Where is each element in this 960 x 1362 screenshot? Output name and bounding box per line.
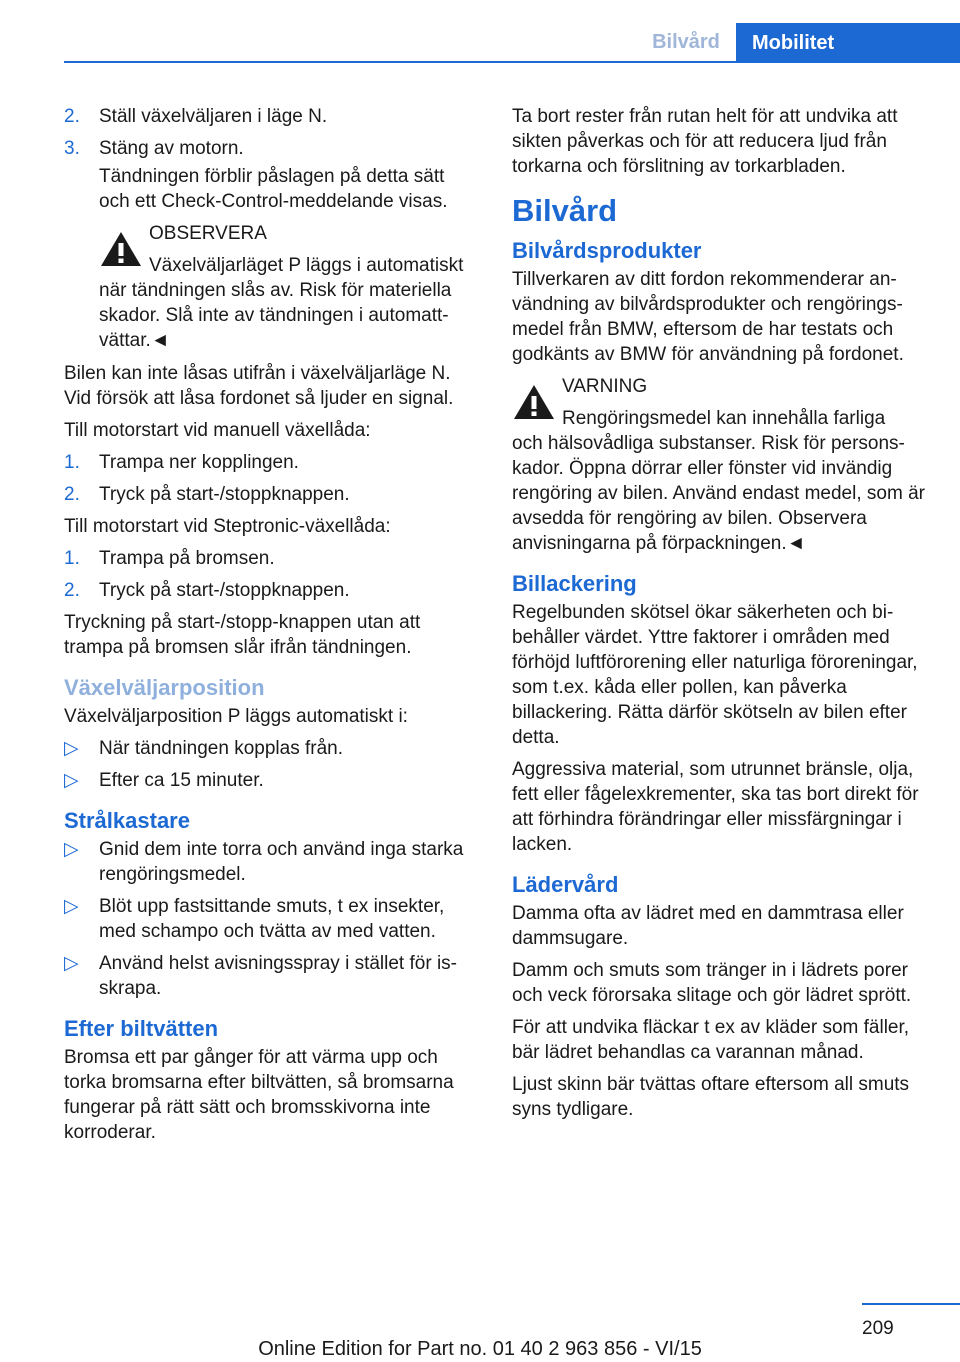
step-text: Tryck på start-/stoppknappen.: [99, 484, 350, 505]
left-column: [64, 104, 478, 1152]
paragraph: Ta bort rester från rutan helt för att undvika att sikten påverkas och för att reducera ljud från torkarna och förslitning av torkarbladen.: [512, 106, 898, 177]
step-text: Trampa på bromsen.: [99, 548, 275, 569]
step-number: 1.: [64, 548, 80, 569]
list-item: [64, 136, 478, 161]
bullet-triangle-icon: ▷: [64, 839, 79, 860]
bullet-triangle-icon: ▷: [64, 953, 79, 974]
list-item: [64, 768, 478, 793]
list-item: [64, 450, 478, 475]
paragraph: Tillverkaren av ditt fordon rekommenderar användning av bilvårdsprodukter och rengöringsmedel från BMW, eftersom de har testats och godkänts av BMW för användning på fordonet.: [512, 269, 904, 365]
warning-label: OBSERVERA: [149, 223, 267, 244]
bullet-text: Gnid dem inte torra och använd inga starka rengöringsmedel.: [99, 839, 464, 885]
right-column: [512, 104, 928, 1129]
page-number: 209: [862, 1318, 894, 1339]
paragraph: Bilen kan inte låsas utifrån i växelväljarläge N. Vid försök att låsa fordonet så ljuder en signal.: [64, 363, 454, 409]
paragraph: Växelväljarposition P läggs automatiskt i:: [64, 706, 408, 727]
paragraph: Damm och smuts som tränger in i lädrets porer och veck förorsaka slitage och gör lädret sprött.: [512, 960, 912, 1006]
paragraph: För att undvika fläckar t ex av kläder som fäller, bär lädret behandlas ca varannan månad.: [512, 1017, 910, 1063]
list-item: [64, 894, 478, 944]
step-number: 2.: [64, 106, 80, 127]
header-tab-bilvard[interactable]: Bilvård: [652, 30, 720, 53]
warning-observera: [64, 221, 478, 353]
list-item: [64, 546, 478, 571]
heading-ladervard: Lädervård: [512, 872, 619, 897]
list-item: [64, 578, 478, 603]
heading-bilvard: Bilvård: [512, 193, 618, 228]
step-text: Stäng av motorn.: [99, 138, 244, 159]
step-text: Ställ växelväljaren i läge N.: [99, 106, 328, 127]
warning-text: när tändningen slås av. Risk för materiella skador. Slå inte av tändningen i automattvättar.◄: [99, 280, 452, 351]
bullet-triangle-icon: ▷: [64, 896, 79, 917]
list-item: [64, 736, 478, 761]
warning-label: VARNING: [562, 376, 648, 397]
bullet-triangle-icon: ▷: [64, 738, 79, 759]
bullet-text: När tändningen kopplas från.: [99, 738, 343, 759]
list-item: [64, 837, 478, 887]
warning-triangle-icon: [512, 383, 556, 423]
step-number: 1.: [64, 452, 80, 473]
warning-text: och hälsovådliga substanser. Risk för personskador. Öppna dörrar eller fönster vid invändig rengöring av bilen. Använd endast medel, som är avsedda för rengöring av bilen. Observera anvisningarna på förpackningen.◄: [512, 433, 925, 554]
paragraph: Till motorstart vid manuell växellåda:: [64, 420, 371, 441]
bullet-text: Efter ca 15 minuter.: [99, 770, 264, 791]
header-tab-mobilitet[interactable]: Mobilitet: [736, 23, 960, 63]
step-number: 3.: [64, 138, 80, 159]
step-number: 2.: [64, 580, 80, 601]
bullet-text: Blöt upp fastsittande smuts, t ex insekter, med schampo och tvätta av med vatten.: [99, 896, 445, 942]
header-rule: [64, 61, 960, 63]
step-text: Tryck på start-/stoppknappen.: [99, 580, 350, 601]
warning-first-line: Rengöringsmedel kan innehålla farliga: [562, 408, 886, 429]
bullet-text: Använd helst avisningsspray i stället för isskrapa.: [99, 953, 457, 999]
paragraph: Tryckning på start-/stopp-knappen utan att trampa på bromsen slår ifrån tändningen.: [64, 612, 421, 658]
warning-triangle-icon: [99, 230, 143, 270]
heading-efter-biltvatten: Efter biltvätten: [64, 1016, 219, 1041]
paragraph: Aggressiva material, som utrunnet bränsle, olja, fett eller fågelexkrementer, ska tas bort direkt för att förhindra förändringar eller missfärgningar i lacken.: [512, 759, 919, 855]
step-text: Trampa ner kopplingen.: [99, 452, 299, 473]
heading-stralkastare: Strålkastare: [64, 808, 190, 833]
warning-first-line: Växelväljarläget P läggs i automatiskt: [149, 255, 464, 276]
paragraph: Regelbunden skötsel ökar säkerheten och bibehåller värdet. Yttre faktorer i områden med förhöjd luftförorening eller naturliga föroreningar, som t.ex. kåda eller pollen, kan påverka billackering. Rätta därför skötseln av bilen efter detta.: [512, 602, 918, 748]
bullet-triangle-icon: ▷: [64, 770, 79, 791]
paragraph: Ljust skinn bär tvättas oftare eftersom all smuts syns tydligare.: [512, 1074, 910, 1120]
paragraph: Bromsa ett par gånger för att värma upp och torka bromsarna efter biltvätten, så bromsarna fungerar på rätt sätt och bromsskivorna inte korroderar.: [64, 1047, 454, 1143]
heading-billackering: Billackering: [512, 571, 637, 596]
step-number: 2.: [64, 484, 80, 505]
paragraph: Damma ofta av lädret med en dammtrasa eller dammsugare.: [512, 903, 904, 949]
list-item: [64, 482, 478, 507]
list-item: [64, 104, 478, 129]
step-note: Tändningen förblir påslagen på detta sätt och ett Check-Control-meddelande visas.: [99, 166, 448, 212]
heading-bilvardsprodukter: Bilvårdsprodukter: [512, 238, 702, 263]
paragraph: Till motorstart vid Steptronic-växellåda:: [64, 516, 391, 537]
page-number-rule: [862, 1303, 960, 1305]
footer-edition: Online Edition for Part no. 01 40 2 963 856 - VI/15: [258, 1338, 702, 1360]
heading-vaxelvaljarposition: Växelväljarposition: [64, 675, 265, 700]
warning-varning: [512, 374, 928, 556]
list-item: [64, 951, 478, 1001]
